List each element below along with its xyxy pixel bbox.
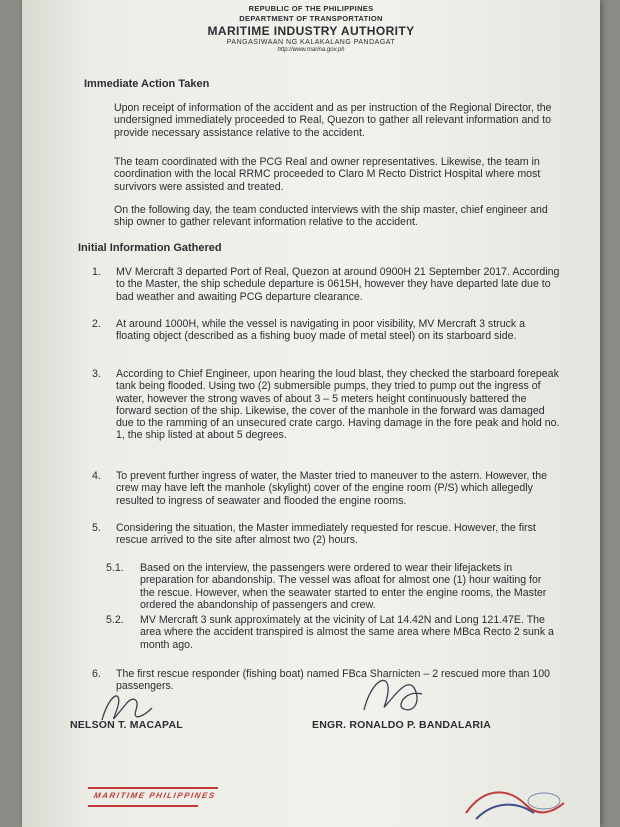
- paragraph: The team coordinated with the PCG Real and owner representatives. Likewise, the team in coordination with the local RRMC proceeded to Claro M Recto District Hospital where most survivors were assisted and treated.: [114, 156, 541, 193]
- section-heading-initial-information: Initial Information Gathered: [78, 242, 222, 254]
- letterhead: [22, 4, 600, 53]
- list-item-text: To prevent further ingress of water, the Master tried to maneuver to the astern. However, the crew may have left the manhole (skylight) cover of the engine room (P/S) which allegedly resulted to ingress of seawater and flooded the engine rooms.: [116, 470, 548, 507]
- letterhead-organization: MARITIME INDUSTRY AUTHORITY: [207, 24, 415, 38]
- list-item-text: According to Chief Engineer, upon hearing the loud blast, they checked the starboard forepeak tank being flooded. Using two (2) submersible pumps, they tried to pump out the ingress of water, however the strong waves of about 3 – 5 meters height continuously battered the forward section of the ship. Likewise, the cover of the manhole in the forward was damaged due to the ramming of an unsecured crate cargo. Having damage in the fore peak and hold no. 1, the ship listed at about 5 degrees.: [116, 368, 560, 442]
- footer-stripe: [88, 805, 198, 807]
- list-item-text: MV Mercraft 3 departed Port of Real, Quezon at around 0900H 21 September 2017. According to the Master, the ship schedule departure is 0615H, however they have departed late due to bad weather and awaiting PCG departure clearance.: [116, 266, 560, 303]
- footer-wave-logo-icon: [460, 783, 570, 823]
- sub-list-item-text: Based on the interview, the passengers were ordered to wear their lifejackets in preparation for abandonship. The vessel was afloat for almost one (1) hour waiting for the rescue. However, when the seawater started to enter the engine rooms, the Master ordered the abandonship of passengers and crew.: [140, 562, 547, 611]
- list-item-text: At around 1000H, while the vessel is navigating in poor visibility, MV Mercraft 3 struck a floating object (described as a fishing buoy made of metal steel) on its starboard side.: [116, 318, 526, 343]
- paragraph: On the following day, the team conducted interviews with the ship master, chief engineer and ship owner to gather relevant information relative to the accident.: [114, 204, 548, 229]
- list-item-number: 2.: [92, 318, 101, 330]
- letterhead-republic: REPUBLIC OF THE PHILIPPINES: [248, 4, 374, 13]
- sub-list-item-number: 5.2.: [106, 614, 124, 626]
- footer-brand-text: MARITIME PHILIPPINES: [93, 791, 217, 800]
- list-item-number: 3.: [92, 368, 101, 380]
- list-item-text: Considering the situation, the Master immediately requested for rescue. However, the first rescue arrived to the site after almost two (2) hours.: [116, 522, 536, 547]
- letterhead-tagline: PANGASIWAAN NG KALAKALANG PANDAGAT: [226, 39, 396, 46]
- letterhead-url: http://www.marina.gov.ph: [277, 47, 345, 53]
- sub-list-item-text: MV Mercraft 3 sunk approximately at the vicinity of Lat 14.42N and Long 121.47E. The area where the accident transpired is almost the same area where MBca Recto 2 sunk a month ago.: [140, 614, 554, 651]
- document-page: [22, 0, 600, 827]
- list-item-number: 1.: [92, 266, 101, 278]
- list-item-number: 5.: [92, 522, 101, 534]
- letterhead-department: DEPARTMENT OF TRANSPORTATION: [239, 14, 383, 23]
- footer-band: [22, 779, 600, 827]
- sub-list-item-number: 5.1.: [106, 562, 124, 574]
- footer-stripe: [88, 787, 218, 789]
- list-item-text: The first rescue responder (fishing boat) named FBca Sharnicten – 2 rescued more than 100 passengers.: [116, 668, 550, 693]
- signatory-right: ENGR. RONALDO P. BANDALARIA: [312, 719, 492, 731]
- section-heading-immediate-action: Immediate Action Taken: [84, 78, 210, 90]
- signatory-left: NELSON T. MACAPAL: [70, 719, 183, 731]
- list-item-number: 6.: [92, 668, 101, 680]
- paragraph: Upon receipt of information of the accident and as per instruction of the Regional Director, the undersigned immediately proceeded to Real, Quezon to gather all relevant information and to provide necessary assistance relative to the accident.: [114, 102, 552, 139]
- list-item-number: 4.: [92, 470, 101, 482]
